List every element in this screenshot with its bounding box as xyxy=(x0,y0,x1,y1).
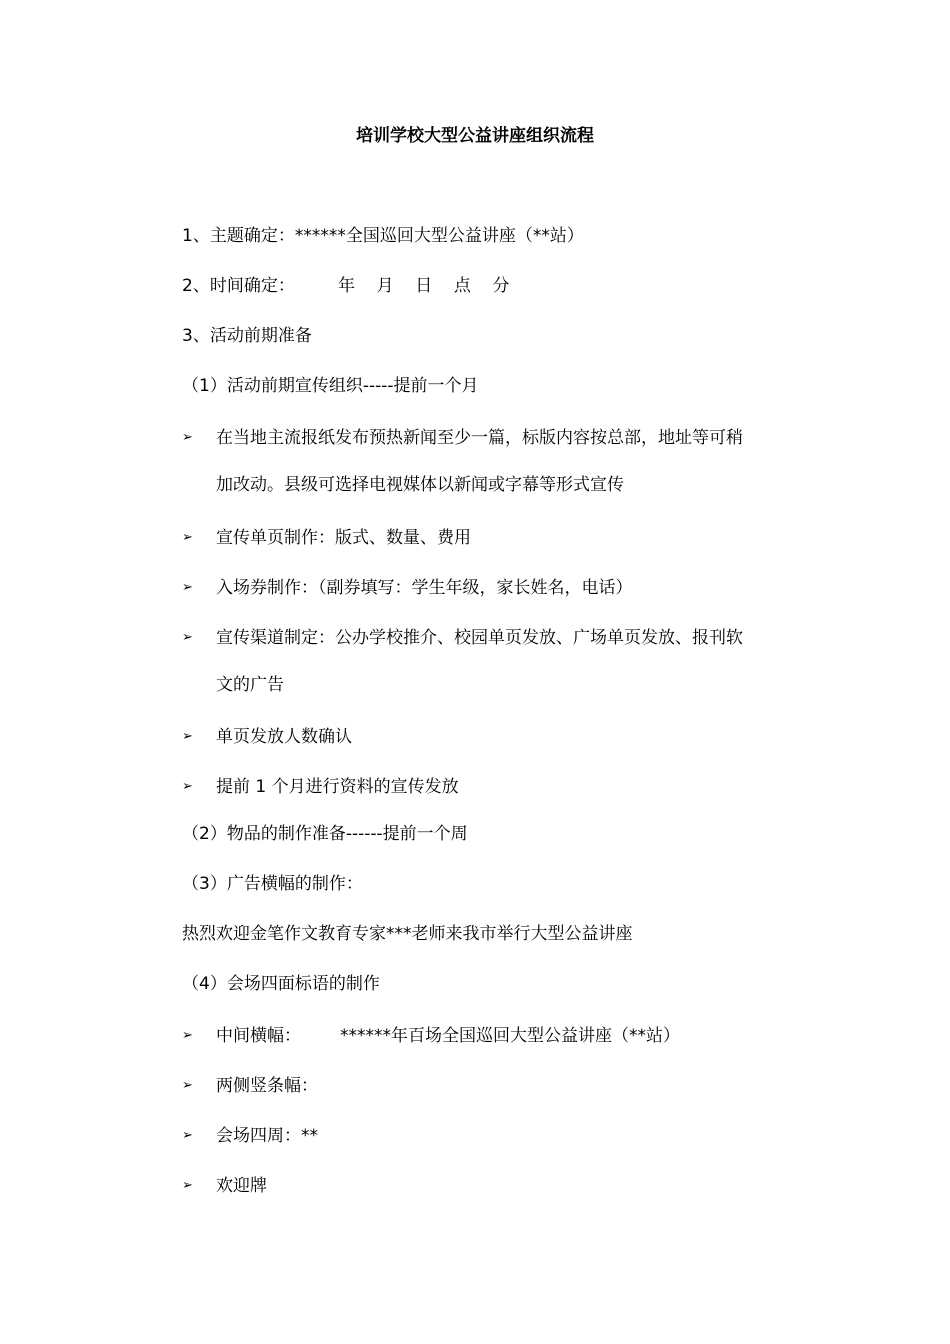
bullet-text-continued: 加改动。县级可选择电视媒体以新闻或字幕等形式宣传 xyxy=(216,475,624,495)
bullet-arrow-icon: ➢ xyxy=(182,729,193,744)
bullet-text: 单页发放人数确认 xyxy=(216,727,352,747)
prep-heading: 3、活动前期准备 xyxy=(182,326,312,346)
bullet-text: 提前 1 个月进行资料的宣传发放 xyxy=(216,777,459,797)
time-fields: 年 月 日 点 分 xyxy=(338,276,510,296)
bullet-arrow-icon: ➢ xyxy=(182,1178,193,1193)
bullet-text: 宣传渠道制定：公办学校推介、校园单页发放、广场单页发放、报刊软 xyxy=(216,628,743,648)
sub-heading-1: （1）活动前期宣传组织-----提前一个月 xyxy=(182,376,479,396)
bullet-text-continued: 文的广告 xyxy=(216,675,284,695)
bullet-text: 入场券制作：（副券填写：学生年级，家长姓名，电话） xyxy=(216,578,633,598)
document-title: 培训学校大型公益讲座组织流程 xyxy=(356,126,594,146)
bullet-text: 两侧竖条幅： xyxy=(216,1076,318,1096)
sub-heading-4: （4）会场四面标语的制作 xyxy=(182,974,380,994)
sub-heading-3: （3）广告横幅的制作： xyxy=(182,874,363,894)
bullet-text: 在当地主流报纸发布预热新闻至少一篇，标版内容按总部，地址等可稍 xyxy=(216,428,743,448)
theme-line: 1、主题确定：******全国巡回大型公益讲座（**站） xyxy=(182,226,584,246)
bullet-arrow-icon: ➢ xyxy=(182,1078,193,1093)
bullet-arrow-icon: ➢ xyxy=(182,580,193,595)
bullet-text: 中间横幅： xyxy=(216,1026,301,1046)
banner-text: 热烈欢迎金笔作文教育专家***老师来我市举行大型公益讲座 xyxy=(182,924,633,944)
bullet-arrow-icon: ➢ xyxy=(182,630,193,645)
bullet-value: ******年百场全国巡回大型公益讲座（**站） xyxy=(340,1026,680,1046)
bullet-text: 欢迎牌 xyxy=(216,1176,267,1196)
bullet-arrow-icon: ➢ xyxy=(182,1028,193,1043)
bullet-arrow-icon: ➢ xyxy=(182,1128,193,1143)
bullet-arrow-icon: ➢ xyxy=(182,779,193,794)
sub-heading-2: （2）物品的制作准备------提前一个周 xyxy=(182,824,468,844)
bullet-text: 会场四周：** xyxy=(216,1126,318,1146)
bullet-arrow-icon: ➢ xyxy=(182,430,193,445)
bullet-arrow-icon: ➢ xyxy=(182,530,193,545)
time-label: 2、时间确定： xyxy=(182,276,295,296)
bullet-text: 宣传单页制作：版式、数量、费用 xyxy=(216,528,471,548)
